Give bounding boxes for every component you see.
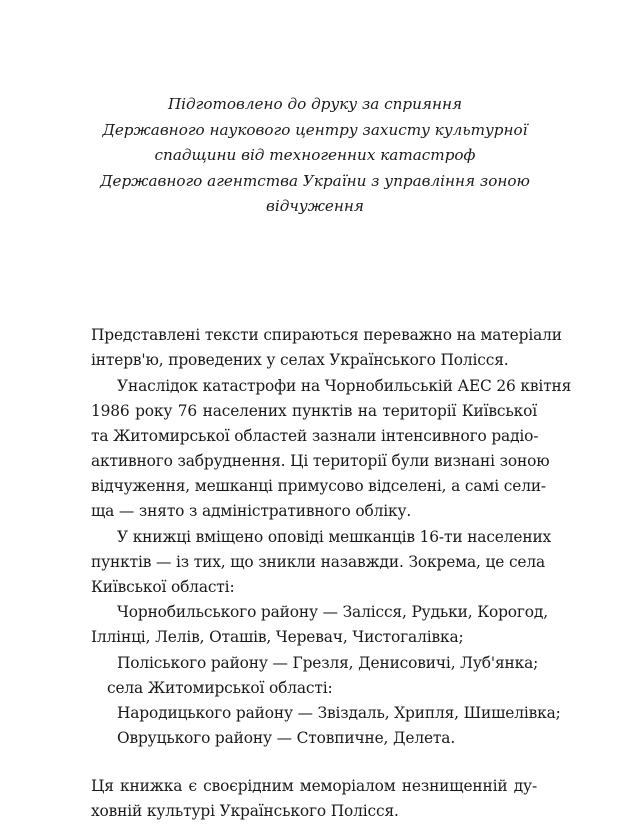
credits-block (95, 92, 535, 220)
body-line: активного забруднення. Ці території були визнані зоною (91, 452, 550, 470)
body-line: Представлені тексти спираються переважно на матеріали (91, 326, 562, 344)
credits-line: відчуження (266, 197, 364, 216)
body-line: Народицького району — Звіздаль, Хрипля, Шишелівка; (117, 704, 561, 722)
body-line: Овруцького району — Стовпичне, Делета. (117, 729, 456, 747)
body-line: пунктів — із тих, що зникли назавжди. Зокрема, це села (91, 553, 546, 571)
body-line: Чорнобильського району — Залісся, Рудьки, Корогод, (117, 603, 548, 621)
body-line: ща — знято з адміністративного обліку. (91, 502, 412, 520)
credits-line: спадщини від техногенних катастроф (154, 146, 476, 165)
body-line: та Житомирської областей зазнали інтенсивного радіо- (91, 427, 539, 445)
body-line: села Житомирської області: (107, 679, 333, 697)
body-line: відчуження, мешканці примусово відселені, а самі сели- (91, 477, 546, 495)
body-line: інтерв'ю, проведених у селах Українського Полісся. (91, 351, 509, 369)
credits-line: Державного агентства України з управління зоною (100, 171, 530, 190)
body-line: Унаслідок катастрофи на Чорнобильській АЕС 26 квітня (117, 377, 572, 395)
body-line: У книжці вміщено оповіді мешканців 16-ти населених (117, 528, 552, 546)
body-line: Київської області: (91, 578, 235, 596)
body-line: ховній культурі Українського Полісся. (91, 802, 399, 820)
body-line: Ця книжка є своєрідним меморіалом незнищенній ду- (91, 777, 537, 795)
credits-line: Підготовлено до друку за сприяння (167, 95, 463, 113)
body-line: Іллінці, Лелів, Оташів, Черевач, Чистогалівка; (91, 628, 464, 646)
credits-line: Державного наукового центру захисту культурної (102, 120, 528, 139)
body-line: Поліського району — Грезля, Денисовичі, Луб'янка; (117, 654, 539, 672)
body-line: 1986 року 76 населених пунктів на території Київської (91, 402, 537, 420)
